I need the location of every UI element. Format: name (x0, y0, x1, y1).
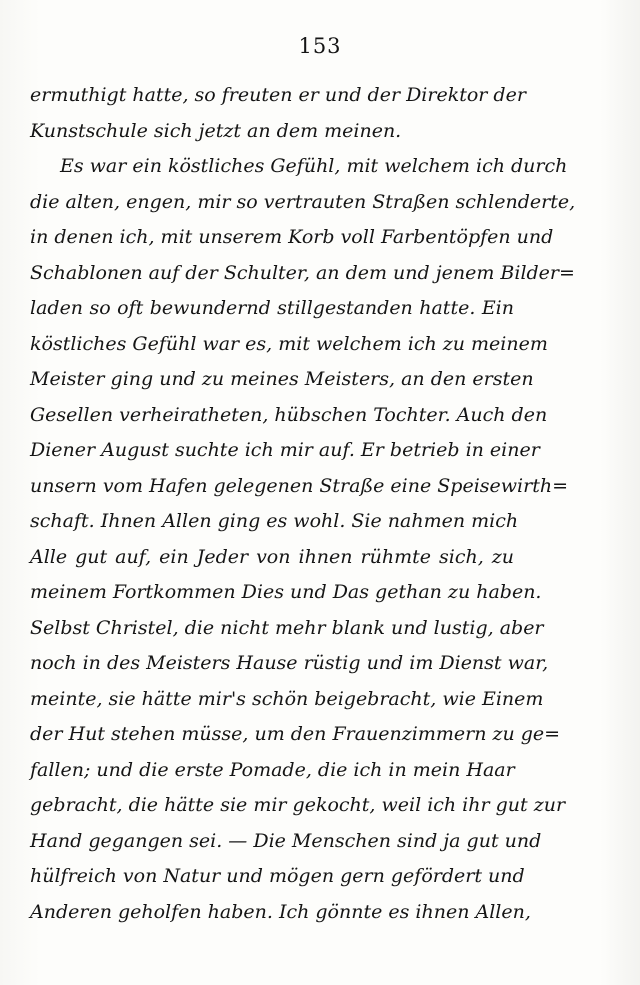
text-line: Diener August suchte ich mir auf. Er betrieb in einer (30, 439, 540, 461)
text-line: Selbst Christel, die nicht mehr blank und lustig, aber (30, 616, 544, 639)
text-line: gebracht, die hätte sie mir gekocht, weil ich ihr gut zur (30, 794, 566, 816)
text-line: schaft. Ihnen Allen ging es wohl. Sie nahmen mich (30, 510, 519, 532)
text-line: laden so oft bewundernd stillgestanden hatte. Ein (30, 297, 514, 319)
text-line: meinem Fortkommen Dies und Das gethan zu haben. (30, 581, 542, 603)
body-text (30, 78, 576, 930)
text-line: Meister ging und zu meines Meisters, an den ersten (30, 368, 534, 390)
text-line: Gesellen verheiratheten, hübschen Tochter. Auch den (30, 403, 548, 426)
text-line: meinte, sie hätte mir's schön beigebracht, wie Einem (30, 687, 544, 710)
text-line: in denen ich, mit unserem Korb voll Farbentöpfen und (30, 226, 554, 248)
page-number: 153 (298, 34, 342, 58)
text-line: der Hut stehen müsse, um den Frauenzimmern zu ge= (30, 723, 561, 745)
text-line: köstliches Gefühl war es, mit welchem ich zu meinem (30, 332, 548, 355)
text-line: unsern vom Hafen gelegenen Straße eine Speisewirth= (30, 474, 568, 497)
text-line: Anderen geholfen haben. Ich gönnte es ihnen Allen, (30, 900, 531, 923)
text-line: Hand gegangen sei. — Die Menschen sind ja gut und (30, 829, 542, 852)
text-line: fallen; und die erste Pomade, die ich in mein Haar (30, 758, 515, 781)
text-line: hülfreich von Natur und mögen gern gefördert und (30, 865, 525, 887)
text-line: Kunstschule sich jetzt an dem meinen. (30, 119, 402, 142)
text-line: die alten, engen, mir so vertrauten Straßen schlenderte, (30, 190, 576, 213)
text-line: Schablonen auf der Schulter, an dem und jenem Bilder= (30, 261, 575, 284)
text-line: Alle gut auf, ein Jeder von ihnen rühmte sich, zu (30, 545, 514, 568)
text-line: noch in des Meisters Hause rüstig und im Dienst war, (30, 652, 549, 674)
text-line: Es war ein köstliches Gefühl, mit welchem ich durch (60, 155, 568, 177)
text-line: ermuthigt hatte, so freuten er und der Direktor der (30, 84, 526, 106)
